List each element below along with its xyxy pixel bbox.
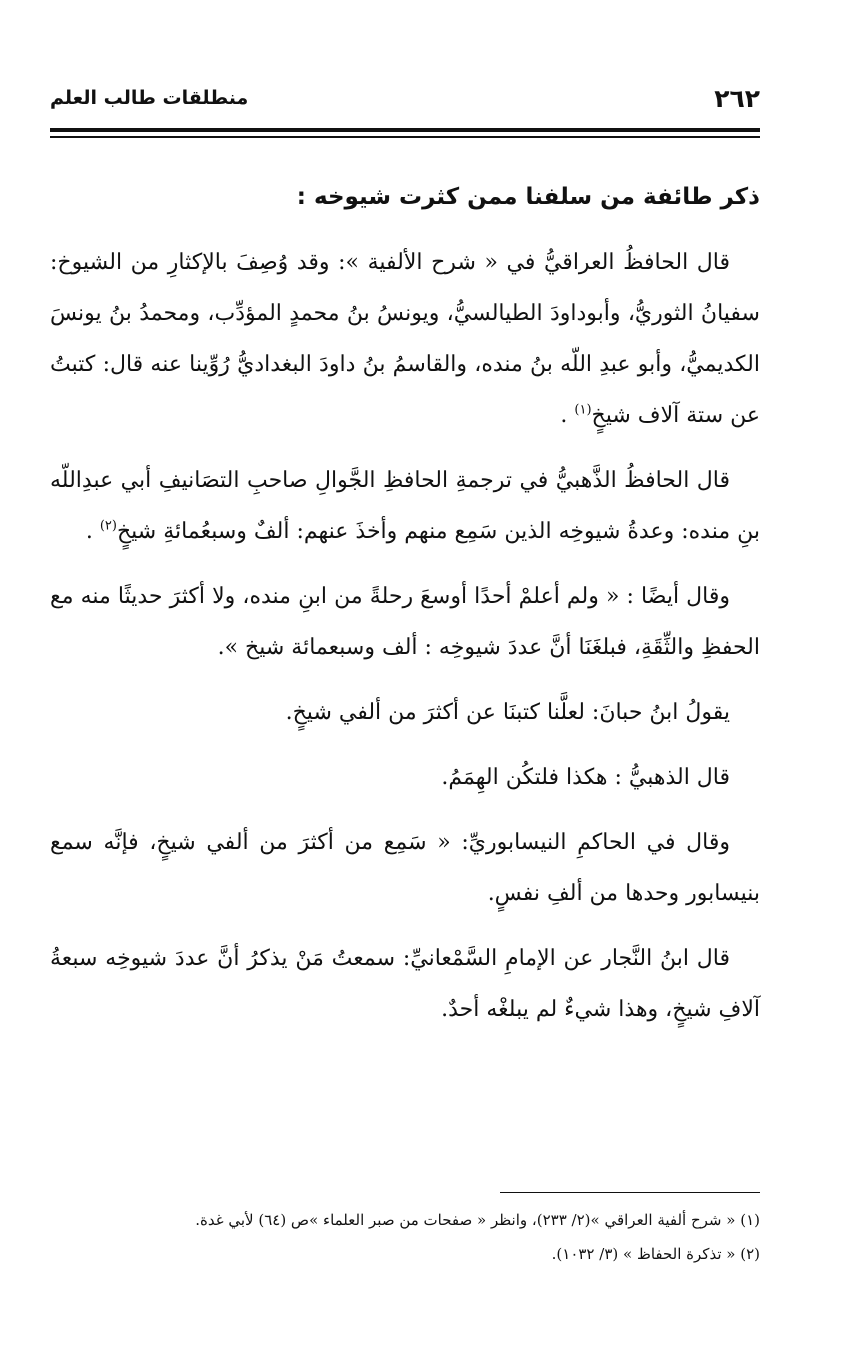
- footnote-separator: [500, 1192, 760, 1193]
- paragraph-end: .: [560, 403, 575, 428]
- footnote-2: (٢) « تذكرة الحفاظ » (٣/ ١٠٣٢).: [551, 1245, 760, 1263]
- page-header: [50, 80, 760, 116]
- footnote-1: (١) « شرح ألفية العراقي »(٢/ ٢٣٣)، وانظر « صفحات من صبر العلماء »ص (٦٤) لأبي غدة.: [195, 1211, 760, 1229]
- footnotes: [50, 1203, 760, 1271]
- paragraph-dhahabi-remark: قال الذهبيُّ : هكذا فلتكُن الهِمَمُ.: [441, 765, 730, 790]
- paragraph-ibn-hibban: يقولُ ابنُ حبانَ: لعلَّنا كتبنَا عن أكثرَ من ألفي شيخٍ.: [285, 700, 730, 725]
- footnote-ref-2: (٢): [99, 518, 117, 534]
- paragraph-end: .: [85, 519, 100, 544]
- paragraph-iraqi: [50, 237, 760, 441]
- section-heading: ذكر طائفة من سلفنا ممن كثرت شيوخه :: [296, 184, 760, 210]
- header-rule-thick: [50, 128, 760, 132]
- header-rule-thin: [50, 136, 760, 138]
- paragraph-hakim: وقال في الحاكمِ النيسابوريِّ: « سَمِع من أكثرَ من ألفي شيخٍ، فإنَّه سمع بنيسابور وحدها من ألفِ نفسٍ.: [50, 830, 760, 906]
- paragraph-text: قال الحافظُ العراقيُّ في « شرح الألفية »: وقد وُصِفَ بالإكثارِ من الشيوخ: سفيانُ الثوريُّ، وأبوداودَ الطيالسيُّ، ويونسُ بنُ محمدٍ المؤدِّب، ومحمدُ بنُ يونسَ الكديميُّ، وأبو عبدِ اللّه بنُ منده، والقاسمُ بنُ داودَ البغداديُّ رُوِّينا عنه قال: كتبتُ عن ستة آلاف شيخٍ: [50, 250, 760, 428]
- main-text: [50, 172, 760, 1049]
- running-title: منطلقات طالب العلم: [50, 87, 249, 109]
- paragraph-text: قال الحافظُ الذَّهبيُّ في ترجمةِ الحافظِ الجَّوالِ صاحبِ التصَانيفِ أبي عبدِاللّه بنِ منده: وعدةُ شيوخِه الذين سَمِع منهم وأخذَ عنهم: ألفٌ وسبعُمائةِ شيخٍ: [50, 468, 760, 544]
- paragraph-dhahabi: [50, 455, 760, 557]
- paragraph-samani: قال ابنُ النَّجار عن الإمامِ السَّمْعانيِّ: سمعتُ مَنْ يذكرُ أنَّ عددَ شيوخِه سبعةُ آلافِ شيخٍ، وهذا شيءٌ لم يبلغْه أحدٌ.: [50, 946, 760, 1022]
- paragraph-ibn-mandah: وقال أيضًا : « ولم أعلمْ أحدًا أوسعَ رحلةً من ابنِ منده، ولا أكثرَ حديثًا منه مع الحفظِ والثِّقَةِ، فبلغَنَا أنَّ عددَ شيوخِه : ألف وسبعمائة شيخ ».: [50, 584, 760, 660]
- page-number: ٢٦٢: [714, 83, 760, 113]
- footnote-ref-1: (١): [574, 402, 592, 418]
